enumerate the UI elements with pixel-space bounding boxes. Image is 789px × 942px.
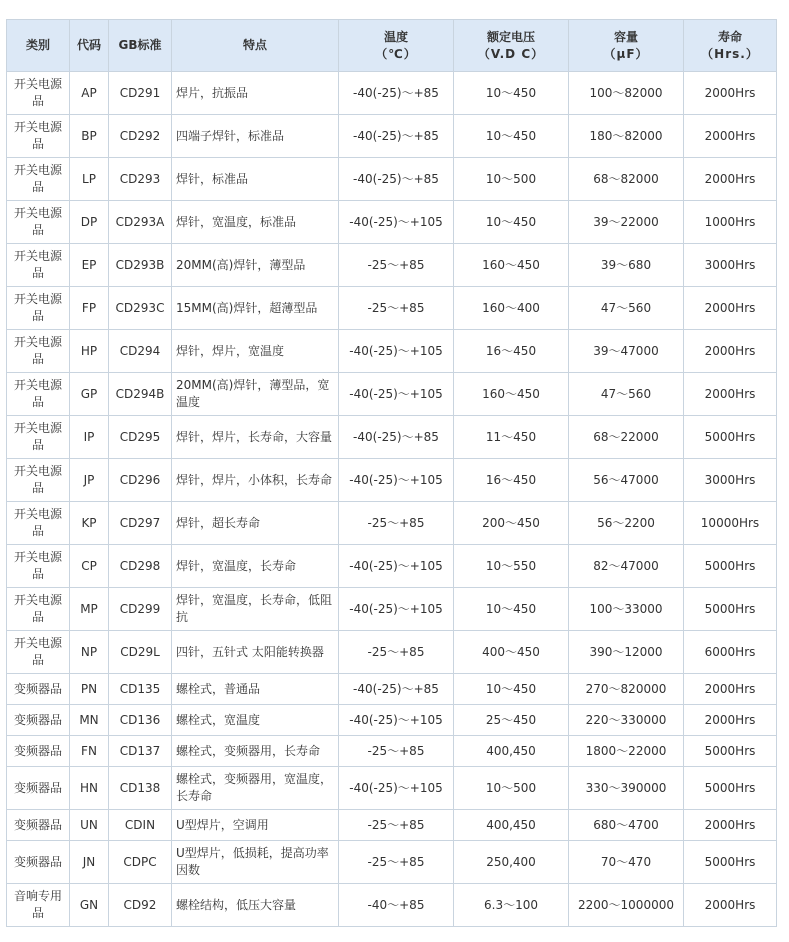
cell-gb: CD293 xyxy=(109,158,172,201)
table-body xyxy=(7,72,777,927)
header-code: 代码 xyxy=(70,20,109,72)
cell-capacity: 56～47000 xyxy=(569,459,684,502)
cell-voltage: 200～450 xyxy=(454,502,569,545)
cell-voltage: 400,450 xyxy=(454,810,569,841)
cell-temp: -40(-25)～+105 xyxy=(339,545,454,588)
cell-code: MP xyxy=(70,588,109,631)
cell-life: 10000Hrs xyxy=(684,502,777,545)
cell-capacity: 39～680 xyxy=(569,244,684,287)
cell-temp: -25～+85 xyxy=(339,810,454,841)
cell-gb: CD297 xyxy=(109,502,172,545)
cell-code: DP xyxy=(70,201,109,244)
cell-capacity: 180～82000 xyxy=(569,115,684,158)
cell-feature: 螺栓式，普通品 xyxy=(172,674,339,705)
cell-capacity: 1800～22000 xyxy=(569,736,684,767)
header-temperature xyxy=(339,20,454,72)
cell-code: GN xyxy=(70,884,109,927)
cell-gb: CD293C xyxy=(109,287,172,330)
cell-life: 2000Hrs xyxy=(684,158,777,201)
cell-feature: 焊针，宽温度，长寿命，低阻抗 xyxy=(172,588,339,631)
cell-life: 5000Hrs xyxy=(684,545,777,588)
cell-code: PN xyxy=(70,674,109,705)
cell-temp: -40(-25)～+105 xyxy=(339,588,454,631)
cell-capacity: 100～33000 xyxy=(569,588,684,631)
cell-gb: CD299 xyxy=(109,588,172,631)
header-rated-voltage xyxy=(454,20,569,72)
cell-feature: U型焊片，空调用 xyxy=(172,810,339,841)
cell-life: 5000Hrs xyxy=(684,736,777,767)
cell-capacity: 270～820000 xyxy=(569,674,684,705)
cell-feature: 焊针，标准品 xyxy=(172,158,339,201)
cell-voltage: 10～450 xyxy=(454,201,569,244)
cell-temp: -25～+85 xyxy=(339,502,454,545)
cell-voltage: 250,400 xyxy=(454,841,569,884)
cell-gb: CD92 xyxy=(109,884,172,927)
header-capacity-label: 容量 xyxy=(613,29,638,44)
cell-capacity: 68～82000 xyxy=(569,158,684,201)
cell-voltage: 16～450 xyxy=(454,459,569,502)
cell-capacity: 39～47000 xyxy=(569,330,684,373)
cell-temp: -40(-25)～+85 xyxy=(339,72,454,115)
cell-temp: -40(-25)～+105 xyxy=(339,373,454,416)
cell-life: 3000Hrs xyxy=(684,244,777,287)
cell-gb: CD294B xyxy=(109,373,172,416)
cell-voltage: 10～450 xyxy=(454,115,569,158)
cell-life: 2000Hrs xyxy=(684,705,777,736)
header-life-unit: （Hrs.） xyxy=(701,46,759,61)
cell-life: 2000Hrs xyxy=(684,330,777,373)
header-feature: 特点 xyxy=(172,20,339,72)
cell-gb: CD135 xyxy=(109,674,172,705)
cell-gb: CD136 xyxy=(109,705,172,736)
table-row xyxy=(7,72,777,115)
cell-feature: 四端子焊针，标准品 xyxy=(172,115,339,158)
cell-code: FP xyxy=(70,287,109,330)
cell-life: 5000Hrs xyxy=(684,416,777,459)
cell-gb: CDIN xyxy=(109,810,172,841)
table-row xyxy=(7,502,777,545)
cell-feature: 焊针，焊片，长寿命，大容量 xyxy=(172,416,339,459)
cell-feature: 焊针，焊片，小体积，长寿命 xyxy=(172,459,339,502)
cell-code: FN xyxy=(70,736,109,767)
spec-table-container xyxy=(6,19,776,927)
cell-code: EP xyxy=(70,244,109,287)
cell-life: 3000Hrs xyxy=(684,459,777,502)
cell-category: 开关电源品 xyxy=(7,588,70,631)
cell-voltage: 10～450 xyxy=(454,72,569,115)
cell-temp: -40(-25)～+105 xyxy=(339,767,454,810)
cell-category: 音响专用品 xyxy=(7,884,70,927)
table-row xyxy=(7,416,777,459)
table-row xyxy=(7,158,777,201)
cell-feature: U型焊片，低损耗，提高功率因数 xyxy=(172,841,339,884)
cell-temp: -25～+85 xyxy=(339,287,454,330)
cell-capacity: 47～560 xyxy=(569,287,684,330)
table-row xyxy=(7,767,777,810)
cell-voltage: 10～500 xyxy=(454,767,569,810)
cell-code: NP xyxy=(70,631,109,674)
table-row xyxy=(7,884,777,927)
cell-temp: -40(-25)～+105 xyxy=(339,330,454,373)
cell-voltage: 160～400 xyxy=(454,287,569,330)
cell-code: GP xyxy=(70,373,109,416)
cell-category: 变频器品 xyxy=(7,705,70,736)
cell-temp: -40(-25)～+85 xyxy=(339,158,454,201)
cell-gb: CD291 xyxy=(109,72,172,115)
header-temperature-unit: （℃） xyxy=(375,46,417,61)
cell-capacity: 47～560 xyxy=(569,373,684,416)
cell-category: 开关电源品 xyxy=(7,244,70,287)
cell-category: 开关电源品 xyxy=(7,287,70,330)
cell-category: 开关电源品 xyxy=(7,545,70,588)
header-life-label: 寿命 xyxy=(717,29,742,44)
cell-category: 开关电源品 xyxy=(7,459,70,502)
header-capacity-unit: （μF） xyxy=(603,46,649,61)
cell-code: LP xyxy=(70,158,109,201)
cell-voltage: 10～550 xyxy=(454,545,569,588)
cell-voltage: 400～450 xyxy=(454,631,569,674)
cell-life: 2000Hrs xyxy=(684,287,777,330)
cell-feature: 20MM(高)焊针，薄型品 xyxy=(172,244,339,287)
header-life xyxy=(684,20,777,72)
table-row xyxy=(7,244,777,287)
capacitor-spec-table xyxy=(6,19,777,927)
cell-category: 开关电源品 xyxy=(7,201,70,244)
table-row xyxy=(7,841,777,884)
cell-voltage: 160～450 xyxy=(454,244,569,287)
cell-gb: CD293A xyxy=(109,201,172,244)
cell-category: 开关电源品 xyxy=(7,330,70,373)
cell-feature: 螺栓式，变频器用，长寿命 xyxy=(172,736,339,767)
cell-temp: -40(-25)～+105 xyxy=(339,705,454,736)
cell-category: 开关电源品 xyxy=(7,115,70,158)
cell-code: KP xyxy=(70,502,109,545)
cell-capacity: 2200～1000000 xyxy=(569,884,684,927)
cell-feature: 焊片，抗振品 xyxy=(172,72,339,115)
cell-code: UN xyxy=(70,810,109,841)
cell-life: 2000Hrs xyxy=(684,373,777,416)
header-temperature-label: 温度 xyxy=(383,29,408,44)
cell-life: 2000Hrs xyxy=(684,810,777,841)
cell-voltage: 11～450 xyxy=(454,416,569,459)
cell-temp: -25～+85 xyxy=(339,631,454,674)
cell-gb: CD137 xyxy=(109,736,172,767)
cell-temp: -40(-25)～+85 xyxy=(339,674,454,705)
cell-life: 2000Hrs xyxy=(684,884,777,927)
cell-temp: -40(-25)～+85 xyxy=(339,115,454,158)
cell-feature: 螺栓结构，低压大容量 xyxy=(172,884,339,927)
cell-voltage: 16～450 xyxy=(454,330,569,373)
cell-feature: 焊针，超长寿命 xyxy=(172,502,339,545)
table-row xyxy=(7,115,777,158)
cell-category: 开关电源品 xyxy=(7,72,70,115)
cell-code: IP xyxy=(70,416,109,459)
cell-category: 变频器品 xyxy=(7,767,70,810)
cell-code: BP xyxy=(70,115,109,158)
cell-voltage: 10～450 xyxy=(454,674,569,705)
cell-feature: 螺栓式，变频器用，宽温度，长寿命 xyxy=(172,767,339,810)
cell-life: 6000Hrs xyxy=(684,631,777,674)
cell-capacity: 100～82000 xyxy=(569,72,684,115)
header-voltage-unit: （V.D C） xyxy=(477,46,545,61)
cell-capacity: 220～330000 xyxy=(569,705,684,736)
cell-temp: -25～+85 xyxy=(339,841,454,884)
cell-feature: 四针，五针式 太阳能转换器 xyxy=(172,631,339,674)
cell-feature: 20MM(高)焊针，薄型品，宽温度 xyxy=(172,373,339,416)
cell-feature: 螺栓式，宽温度 xyxy=(172,705,339,736)
cell-voltage: 160～450 xyxy=(454,373,569,416)
cell-capacity: 680～4700 xyxy=(569,810,684,841)
header-capacity xyxy=(569,20,684,72)
cell-code: AP xyxy=(70,72,109,115)
cell-category: 开关电源品 xyxy=(7,373,70,416)
cell-gb: CD29L xyxy=(109,631,172,674)
table-row xyxy=(7,705,777,736)
cell-gb: CD292 xyxy=(109,115,172,158)
cell-category: 变频器品 xyxy=(7,810,70,841)
table-row xyxy=(7,459,777,502)
cell-category: 开关电源品 xyxy=(7,502,70,545)
cell-temp: -40(-25)～+105 xyxy=(339,201,454,244)
cell-life: 5000Hrs xyxy=(684,841,777,884)
cell-life: 1000Hrs xyxy=(684,201,777,244)
cell-voltage: 10～500 xyxy=(454,158,569,201)
table-row xyxy=(7,287,777,330)
table-row xyxy=(7,588,777,631)
cell-capacity: 82～47000 xyxy=(569,545,684,588)
cell-code: HP xyxy=(70,330,109,373)
cell-gb: CD293B xyxy=(109,244,172,287)
cell-life: 2000Hrs xyxy=(684,115,777,158)
cell-life: 5000Hrs xyxy=(684,767,777,810)
cell-capacity: 70～470 xyxy=(569,841,684,884)
table-row xyxy=(7,373,777,416)
cell-feature: 焊针，宽温度，长寿命 xyxy=(172,545,339,588)
header-voltage-label: 额定电压 xyxy=(486,29,535,44)
table-row xyxy=(7,674,777,705)
cell-life: 5000Hrs xyxy=(684,588,777,631)
cell-code: JP xyxy=(70,459,109,502)
cell-capacity: 68～22000 xyxy=(569,416,684,459)
cell-category: 变频器品 xyxy=(7,736,70,767)
cell-gb: CD298 xyxy=(109,545,172,588)
cell-temp: -25～+85 xyxy=(339,244,454,287)
header-row xyxy=(7,20,777,72)
cell-capacity: 390～12000 xyxy=(569,631,684,674)
cell-life: 2000Hrs xyxy=(684,674,777,705)
cell-voltage: 25～450 xyxy=(454,705,569,736)
cell-code: MN xyxy=(70,705,109,736)
cell-capacity: 39～22000 xyxy=(569,201,684,244)
table-row xyxy=(7,330,777,373)
cell-category: 变频器品 xyxy=(7,674,70,705)
cell-capacity: 56～2200 xyxy=(569,502,684,545)
cell-voltage: 10～450 xyxy=(454,588,569,631)
cell-gb: CD294 xyxy=(109,330,172,373)
cell-temp: -40～+85 xyxy=(339,884,454,927)
table-row xyxy=(7,201,777,244)
header-gb-standard: GB标准 xyxy=(109,20,172,72)
cell-temp: -25～+85 xyxy=(339,736,454,767)
cell-voltage: 400,450 xyxy=(454,736,569,767)
cell-category: 变频器品 xyxy=(7,841,70,884)
table-row xyxy=(7,810,777,841)
cell-category: 开关电源品 xyxy=(7,631,70,674)
cell-capacity: 330～390000 xyxy=(569,767,684,810)
cell-feature: 焊针，宽温度，标准品 xyxy=(172,201,339,244)
table-row xyxy=(7,736,777,767)
cell-code: CP xyxy=(70,545,109,588)
cell-category: 开关电源品 xyxy=(7,416,70,459)
cell-temp: -40(-25)～+105 xyxy=(339,459,454,502)
cell-voltage: 6.3～100 xyxy=(454,884,569,927)
cell-code: HN xyxy=(70,767,109,810)
cell-feature: 15MM(高)焊针，超薄型品 xyxy=(172,287,339,330)
cell-temp: -40(-25)～+85 xyxy=(339,416,454,459)
cell-gb: CD296 xyxy=(109,459,172,502)
cell-category: 开关电源品 xyxy=(7,158,70,201)
cell-code: JN xyxy=(70,841,109,884)
header-category: 类别 xyxy=(7,20,70,72)
cell-gb: CDPC xyxy=(109,841,172,884)
cell-feature: 焊针，焊片，宽温度 xyxy=(172,330,339,373)
table-row xyxy=(7,631,777,674)
table-row xyxy=(7,545,777,588)
cell-gb: CD295 xyxy=(109,416,172,459)
cell-gb: CD138 xyxy=(109,767,172,810)
cell-life: 2000Hrs xyxy=(684,72,777,115)
